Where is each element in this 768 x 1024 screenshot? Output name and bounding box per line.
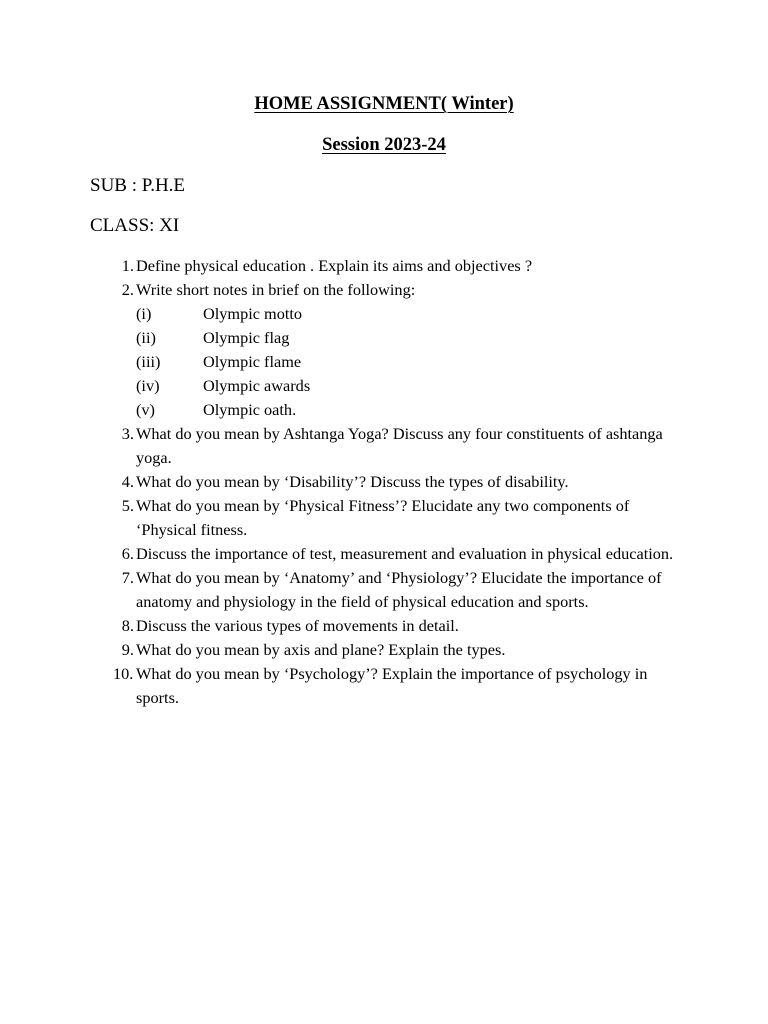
sub-question-list: [136, 302, 688, 422]
question-text: Write short notes in brief on the following:: [136, 280, 416, 299]
question-text: What do you mean by ‘Disability’? Discuss the types of disability.: [136, 472, 569, 491]
question-item: [0, 278, 768, 422]
sub-question-item: [136, 350, 688, 374]
question-text: Discuss the importance of test, measurement and evaluation in physical education.: [136, 544, 674, 563]
question-text: Define physical education . Explain its aims and objectives ?: [136, 256, 533, 275]
document-title: HOME ASSIGNMENT( Winter): [254, 94, 514, 114]
sub-question-item: [136, 398, 688, 422]
class-line: CLASS: XI: [90, 215, 180, 236]
question-item: [0, 542, 768, 566]
question-item: [0, 614, 768, 638]
sub-question-text: Olympic flag: [203, 328, 290, 347]
question-number: 6.: [121, 544, 134, 563]
question-number: 2.: [121, 280, 134, 299]
question-number: 7.: [121, 568, 134, 587]
question-text: Discuss the various types of movements in detail.: [136, 616, 459, 635]
question-item: [0, 638, 768, 662]
sub-question-text: Olympic motto: [203, 304, 303, 323]
sub-question-number: (ii): [136, 328, 156, 347]
question-item: [0, 422, 768, 470]
sub-question-item: [136, 302, 688, 326]
sub-question-text: Olympic awards: [203, 376, 311, 395]
question-item: [0, 662, 768, 710]
sub-question-item: [136, 374, 688, 398]
question-item: [0, 254, 768, 278]
question-number: 8.: [121, 616, 134, 635]
question-number: 4.: [121, 472, 134, 491]
question-item: [0, 470, 768, 494]
question-item: [0, 494, 768, 542]
question-text: What do you mean by axis and plane? Explain the types.: [136, 640, 506, 659]
question-number: 5.: [121, 496, 134, 515]
question-list: [0, 254, 768, 710]
sub-question-number: (iii): [136, 352, 161, 371]
sub-question-number: (v): [136, 400, 155, 419]
question-text: What do you mean by Ashtanga Yoga? Discuss any four constituents of ashtanga yoga.: [136, 424, 663, 467]
question-text: What do you mean by ‘Psychology’? Explain the importance of psychology in sports.: [136, 664, 648, 707]
question-number: 1.: [121, 256, 134, 275]
question-number: 9.: [121, 640, 134, 659]
question-text: What do you mean by ‘Physical Fitness’? Elucidate any two components of ‘Physical fitness.: [136, 496, 630, 539]
session-heading: Session 2023-24: [322, 135, 446, 155]
question-number: 10.: [113, 664, 134, 683]
sub-question-item: [136, 326, 688, 350]
sub-question-text: Olympic oath.: [203, 400, 297, 419]
sub-question-text: Olympic flame: [203, 352, 302, 371]
subject-line: SUB : P.H.E: [90, 175, 186, 196]
question-number: 3.: [121, 424, 134, 443]
sub-question-number: (i): [136, 304, 152, 323]
question-item: [0, 566, 768, 614]
question-text: What do you mean by ‘Anatomy’ and ‘Physiology’? Elucidate the importance of anatomy and physiology in the field of physical education and sports.: [136, 568, 662, 611]
sub-question-number: (iv): [136, 376, 160, 395]
